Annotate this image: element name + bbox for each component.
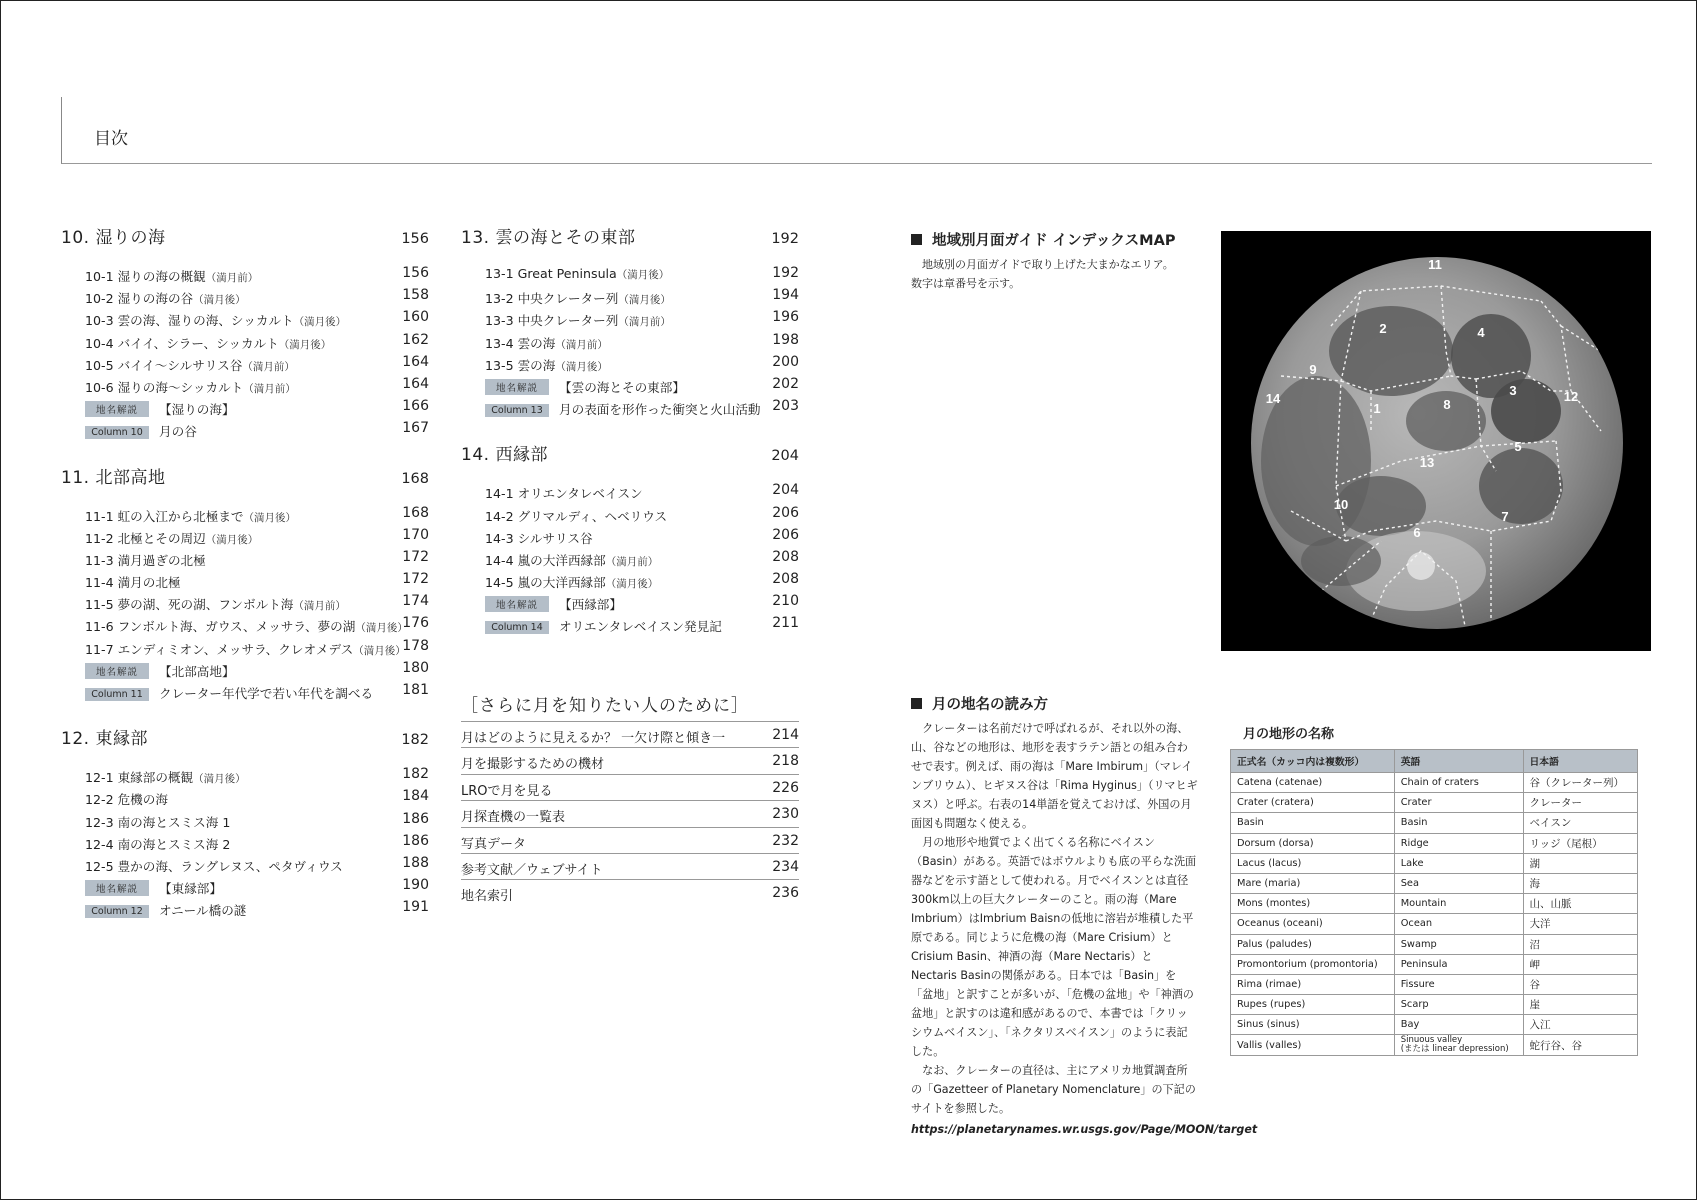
toc-entry-text: 13-1 Great Peninsula（満月後） — [485, 266, 670, 281]
toc-entry-text: 11-3 満月過ぎの北極 — [85, 552, 206, 568]
phase-note: （満月後） — [205, 533, 259, 546]
table-row — [1231, 914, 1638, 934]
phase-note: （満月後） — [618, 294, 671, 307]
table-cell: Swamp — [1394, 934, 1523, 954]
toc-page-number: 186 — [402, 810, 429, 827]
further-reading-page: 236 — [772, 885, 799, 902]
phase-note: （満月前） — [242, 360, 295, 373]
toc-page-number: 164 — [402, 375, 429, 392]
table-cell: 岬 — [1523, 954, 1637, 974]
toc-page-number: 198 — [772, 331, 799, 348]
chapter-page-number: 182 — [401, 732, 429, 749]
map-label: 9 — [1309, 362, 1317, 377]
phase-note: （満月後） — [243, 511, 297, 524]
toc-entry[interactable] — [61, 374, 429, 396]
square-bullet-icon — [911, 234, 922, 245]
table-row — [1231, 1015, 1638, 1035]
toc-entry[interactable] — [461, 547, 799, 569]
reading-heading — [911, 693, 1048, 714]
toc-entry[interactable] — [461, 263, 799, 285]
toc-entry-text: 12-3 南の海とスミス海 1 — [85, 814, 231, 830]
table-cell: Crater — [1394, 793, 1523, 813]
table-cell: Sea — [1394, 873, 1523, 893]
reference-url-link[interactable]: https://planetarynames.wr.usgs.gov/Page/MOON/target — [911, 1123, 1258, 1136]
toc-page-number: 184 — [402, 788, 429, 805]
further-reading-page: 214 — [772, 727, 799, 743]
chapter-title: 14. 西縁部 — [461, 445, 548, 466]
table-row — [1231, 974, 1638, 994]
further-reading-text: LROで月を見る — [461, 783, 553, 799]
map-label: 4 — [1477, 325, 1485, 340]
table-cell: 谷 — [1523, 974, 1637, 994]
toc-entry-text: 11-5 夢の湖、死の湖、フンボルト海（満月前） — [85, 597, 346, 613]
toc-page-number: 206 — [772, 504, 799, 521]
table-cell: Catena (catenae) — [1231, 773, 1395, 793]
further-reading-entry[interactable] — [461, 827, 799, 853]
square-bullet-icon — [911, 698, 922, 709]
toc-page-number: 208 — [772, 571, 799, 588]
toc-entry[interactable] — [61, 330, 429, 352]
toc-entry-text: 14-5 嵐の大洋西縁部（満月後） — [485, 575, 659, 591]
toc-entry[interactable] — [61, 764, 429, 786]
map-label: 14 — [1265, 391, 1281, 406]
toc-page-number: 206 — [772, 526, 799, 543]
reading-heading-text: 月の地名の読み方 — [932, 697, 1048, 713]
toc-page-number: 194 — [772, 287, 799, 304]
toc-entry-text: 11-7 エンディミオン、メッサラ、クレオメデス（満月後） — [85, 641, 406, 657]
map-desc-line: 地域別の月面ガイドで取り上げた大まかなエリア。 — [922, 258, 1174, 271]
toc-entry[interactable] — [461, 352, 799, 374]
toc-entry-text: 12-4 南の海とスミス海 2 — [85, 836, 231, 852]
toc-page-number: 158 — [402, 287, 429, 304]
toc-entry[interactable] — [61, 569, 429, 591]
toc-entry-text: 13-2 中央クレーター列（満月後） — [485, 291, 671, 307]
toc-entry[interactable] — [61, 897, 429, 919]
column-badge: Column 12 — [85, 905, 149, 918]
toc-entry-text: 地名解説 【湿りの海】 — [85, 399, 235, 418]
chapter-title: 11. 北部高地 — [61, 467, 166, 488]
further-reading-page: 232 — [772, 832, 799, 849]
map-label: 7 — [1501, 509, 1509, 524]
table-cell: Rima (rimae) — [1231, 974, 1395, 994]
chapter-page-number: 156 — [401, 231, 429, 247]
further-reading-text: 参考文献／ウェブサイト — [461, 862, 603, 878]
table-cell: Mountain — [1394, 894, 1523, 914]
table-cell: Sinus (sinus) — [1231, 1015, 1395, 1035]
toc-entry-text: 14-2 グリマルディ、ヘベリウス — [485, 508, 668, 524]
toc-page-number: 156 — [402, 265, 429, 281]
moon-index-map — [1221, 231, 1651, 651]
toc-entry[interactable] — [461, 591, 799, 613]
table-cell: Basin — [1231, 813, 1395, 833]
toc-entry-text: 13-4 雲の海（満月前） — [485, 335, 608, 351]
toc-entry-text: 地名解説 【雲の海とその東部】 — [485, 377, 685, 396]
toc-entry-text: 12-5 豊かの海、ラングレヌス、ペタヴィウス — [85, 858, 343, 874]
further-reading-text: 地名索引 — [461, 889, 514, 905]
page-title: 目次 — [94, 129, 128, 149]
toc-entry-text: 11-4 満月の北極 — [85, 575, 181, 591]
toc-page-number: 160 — [402, 309, 429, 326]
toc-page-number: 188 — [402, 854, 429, 871]
table-row — [1231, 954, 1638, 974]
table-cell: Chain of craters — [1394, 773, 1523, 793]
toc-page-number: 208 — [772, 548, 799, 565]
map-label: 2 — [1379, 321, 1387, 336]
chapter-heading[interactable] — [61, 459, 429, 503]
toc-page-number: 168 — [402, 504, 429, 521]
phase-note: （満月前） — [205, 272, 259, 284]
toc-entry-text: 11-6 フンボルト海、ガウス、メッサラ、夢の湖（満月後） — [85, 619, 408, 635]
moon-map-graphic — [1221, 231, 1651, 651]
further-reading-text: 月はどのように見えるか？ 一欠け際と傾き一 — [461, 731, 726, 746]
table-header-cell: 英語 — [1394, 750, 1523, 773]
table-cell: 入江 — [1523, 1015, 1637, 1035]
toc-entry[interactable] — [461, 374, 799, 396]
table-row — [1231, 853, 1638, 873]
table-cell: 海 — [1523, 873, 1637, 893]
toc-chapter — [461, 219, 799, 418]
toc-entry-text: 10-1 湿りの海の概観（満月前） — [85, 269, 259, 284]
chapter-heading[interactable] — [61, 219, 429, 263]
table-header-cell: 日本語 — [1523, 750, 1637, 773]
table-cell: Ocean — [1394, 914, 1523, 934]
toc-entry[interactable] — [61, 786, 429, 808]
table-cell: 崖 — [1523, 995, 1637, 1015]
table-row — [1231, 894, 1638, 914]
phase-note: （満月後） — [555, 360, 608, 373]
toc-entry-text: 14-4 嵐の大洋西縁部（満月前） — [485, 552, 659, 568]
chapter-page-number: 192 — [771, 231, 799, 247]
toc-entry[interactable] — [61, 525, 429, 547]
toc-chapter — [461, 436, 799, 635]
table-header-cell: 正式名（カッコ内は複数形） — [1231, 750, 1395, 773]
toc-entry-text: 10-3 雲の海、湿りの海、シッカルト（満月後） — [85, 313, 347, 329]
toc-entry[interactable] — [461, 307, 799, 329]
phase-note: （満月前） — [293, 600, 346, 613]
toc-page-number: 190 — [402, 877, 429, 894]
chapter-title: 10. 湿りの海 — [61, 228, 166, 248]
reading-paragraph: 月の地形や地質でよく出てくる名称にベイスン（Basin）がある。英語ではボウルよりも底の平らな洗面器などを示す語として使われる。月でベイスンとは直径300km以上の巨大クレーターのこと。雨の海（Mare Imbrium）はImbrium Baisnの低地に溶岩が堆積した平原である。同じように危機の海（Mare Crisium）とCrisium Basin、神酒の海（Mare Nectaris）とNectaris Basinの関係がある。日本では「Basin」を「盆地」と訳すことが多いが、「危機の盆地」や「神酒の盆地」と訳すのは違和感があるので、本書では「クリッシウムベイスン」、「ネクタリスベイスン」のように表記した。 — [911, 836, 1197, 1058]
toc-entry[interactable] — [61, 680, 429, 702]
toc-page-number: 210 — [772, 593, 799, 610]
chapter-title: 12. 東縁部 — [61, 729, 148, 750]
toc-entry-text: 11-1 虹の入江から北極まで（満月後） — [85, 508, 297, 524]
table-cell: Lake — [1394, 853, 1523, 873]
toc-page-number: 203 — [772, 398, 799, 415]
toc-entry[interactable] — [61, 307, 429, 329]
toc-entry-text: 13-3 中央クレーター列（満月前） — [485, 313, 671, 329]
table-cell: Vallis (valles) — [1231, 1035, 1395, 1055]
toc-entry-text: Column 10 月の谷 — [85, 421, 197, 440]
table-cell: 蛇行谷、谷 — [1523, 1035, 1637, 1055]
table-cell-multiline: Sinuous valley (または linear depression) — [1400, 1035, 1509, 1055]
toc-entry-text: 地名解説 【北部高地】 — [85, 661, 235, 680]
toc-entry-text: 14-1 オリエンタレベイスン — [485, 486, 643, 502]
further-reading-title: ［さらに月を知りたい人のために］ — [461, 696, 749, 716]
further-reading-page: 226 — [772, 779, 799, 796]
toc-entry[interactable] — [461, 525, 799, 547]
toc-entry[interactable] — [61, 396, 429, 418]
toc-entry[interactable] — [461, 285, 799, 307]
table-cell — [1394, 1035, 1523, 1055]
toc-entry-text: 12-1 東縁部の概観（満月後） — [85, 770, 246, 786]
table-row — [1231, 773, 1638, 793]
toc-entry[interactable] — [61, 503, 429, 525]
reading-paragraph: なお、クレーターの直径は、主にアメリカ地質調査所の「Gazetteer of Planetary Nomenclature」の下記のサイトを参照した。 — [911, 1064, 1196, 1115]
toc-page-number: 192 — [772, 265, 799, 281]
table-cell: Mare (maria) — [1231, 873, 1395, 893]
table-row — [1231, 833, 1638, 853]
toc-entry[interactable] — [61, 418, 429, 440]
toc-page-number: 180 — [402, 659, 429, 676]
toc-entry[interactable] — [61, 547, 429, 569]
table-cell: Oceanus (oceani) — [1231, 914, 1395, 934]
toc-page-number: 202 — [772, 375, 799, 392]
map-label: 3 — [1509, 383, 1517, 398]
toc-entry[interactable] — [61, 285, 429, 307]
map-label: 1 — [1373, 401, 1381, 416]
table-cell: Mons (montes) — [1231, 894, 1395, 914]
place-name-badge: 地名解説 — [485, 379, 549, 395]
toc-entry[interactable] — [61, 636, 429, 658]
table-cell: Rupes (rupes) — [1231, 995, 1395, 1015]
table-cell: Bay — [1394, 1015, 1523, 1035]
chapter-heading[interactable] — [461, 436, 799, 480]
toc-entry-text: 10-5 バイイ〜シルサリス谷（満月前） — [85, 357, 295, 373]
reading-paragraph: クレーターは名前だけで呼ばれるが、それ以外の海、山、谷などの地形は、地形を表すラテン語との組み合わせで表す。例えば、雨の海は「Mare Imbirum」（マレインブリウム）、ヒギヌス谷は「Rima Hyginus」（リマヒギヌス）と呼ぶ。右表の14単語を覚えておけば、外国の月面図も問題なく使える。 — [911, 722, 1198, 830]
table-cell: Lacus (lacus) — [1231, 853, 1395, 873]
further-reading-entry[interactable] — [461, 747, 799, 773]
toc-entry[interactable] — [461, 569, 799, 591]
toc-entry[interactable] — [61, 352, 429, 374]
toc-entry[interactable] — [61, 875, 429, 897]
toc-page-number: 200 — [772, 353, 799, 370]
toc-entry-text: 10-6 湿りの海〜シッカルト（満月前） — [85, 379, 296, 395]
toc-page-number: 191 — [402, 899, 429, 916]
phase-note: （満月後） — [193, 294, 246, 307]
place-name-badge: 地名解説 — [85, 663, 149, 679]
column-badge: Column 11 — [85, 688, 149, 701]
toc-entry[interactable] — [461, 396, 799, 418]
toc-page-number: 182 — [402, 766, 429, 783]
terrain-names-table — [1230, 749, 1638, 1056]
toc-entry-text: 地名解説 【西縁部】 — [485, 594, 622, 613]
page-header — [61, 97, 1652, 164]
further-reading-entry[interactable] — [461, 721, 799, 747]
toc-page-number: 196 — [772, 309, 799, 326]
toc-page-number: 164 — [402, 353, 429, 370]
toc-page-number: 170 — [402, 526, 429, 543]
further-reading-entry[interactable] — [461, 853, 799, 879]
table-cell: 湖 — [1523, 853, 1637, 873]
toc-column-left — [61, 219, 429, 938]
chapter-page-number: 168 — [401, 470, 429, 487]
map-label: 6 — [1413, 525, 1421, 540]
toc-entry[interactable] — [461, 613, 799, 635]
table-row — [1231, 873, 1638, 893]
table-cell: 沼 — [1523, 934, 1637, 954]
map-label: 8 — [1443, 397, 1451, 412]
table-cell: リッジ（尾根） — [1523, 833, 1637, 853]
toc-page-number: 186 — [402, 832, 429, 849]
toc-entry[interactable] — [61, 809, 429, 831]
toc-entry[interactable] — [61, 613, 429, 635]
table-cell: Dorsum (dorsa) — [1231, 833, 1395, 853]
toc-entry[interactable] — [61, 658, 429, 680]
table-cell: Crater (cratera) — [1231, 793, 1395, 813]
table-cell: クレーター — [1523, 793, 1637, 813]
further-reading-text: 月探査機の一覧表 — [461, 810, 566, 826]
reading-body — [911, 719, 1258, 1139]
place-name-badge: 地名解説 — [485, 596, 549, 612]
table-row — [1231, 813, 1638, 833]
further-reading-page: 218 — [772, 753, 799, 770]
toc-entry[interactable] — [461, 330, 799, 352]
phase-note: （満月後） — [293, 316, 347, 329]
toc-page-number: 181 — [402, 682, 429, 698]
toc-entry[interactable] — [461, 503, 799, 525]
table-cell: ベイスン — [1523, 813, 1637, 833]
further-reading-text: 月を撮影するための機材 — [461, 757, 605, 773]
map-label: 11 — [1428, 257, 1442, 272]
toc-entry[interactable] — [461, 480, 799, 502]
further-reading-text: 写真データ — [461, 836, 527, 852]
phase-note: （満月後） — [193, 773, 246, 786]
map-heading — [911, 229, 1175, 250]
table-cell: Scarp — [1394, 995, 1523, 1015]
map-label: 13 — [1419, 455, 1435, 470]
table-row — [1231, 1035, 1638, 1055]
map-label: 10 — [1333, 497, 1349, 512]
toc-column-middle — [461, 219, 799, 654]
table-cell: Promontorium (promontoria) — [1231, 954, 1395, 974]
table-cell: Palus (paludes) — [1231, 934, 1395, 954]
further-reading-entry[interactable] — [461, 879, 799, 905]
table-header-row — [1231, 750, 1638, 773]
toc-entry[interactable] — [61, 591, 429, 613]
table-cell: Ridge — [1394, 833, 1523, 853]
phase-note: （満月後） — [353, 644, 406, 657]
table-row — [1231, 934, 1638, 954]
table-cell: Peninsula — [1394, 954, 1523, 974]
table-cell: Fissure — [1394, 974, 1523, 994]
toc-page-number: 211 — [772, 615, 799, 632]
table-cell: 大洋 — [1523, 914, 1637, 934]
further-reading-page: 230 — [772, 806, 799, 823]
chapter-page-number: 204 — [771, 448, 799, 465]
phase-note: （満月前） — [605, 555, 659, 568]
column-badge: Column 13 — [485, 404, 549, 417]
further-reading-entry[interactable] — [461, 800, 799, 826]
toc-entry-text: Column 11 クレーター年代学で若い年代を調べる — [85, 683, 373, 702]
chapter-heading[interactable] — [61, 720, 429, 764]
names-table-title: 月の地形の名称 — [1243, 727, 1335, 742]
table-cell: 山、山脈 — [1523, 894, 1637, 914]
map-label: 5 — [1514, 439, 1522, 454]
toc-page-number: 178 — [402, 637, 429, 654]
table-cell: Basin — [1394, 813, 1523, 833]
toc-entry-text: 地名解説 【東縁部】 — [85, 878, 222, 897]
phase-note: （満月前） — [618, 316, 671, 329]
toc-entry-text: Column 14 オリエンタレベイスン発見記 — [485, 616, 722, 635]
toc-page-number: 174 — [402, 593, 429, 610]
toc-entry-text: 10-2 湿りの海の谷（満月後） — [85, 291, 246, 307]
further-reading-section — [461, 691, 799, 906]
toc-page-number: 176 — [402, 615, 429, 632]
chapter-title: 13. 雲の海とその東部 — [461, 228, 636, 248]
phase-note: （満月前） — [243, 382, 296, 395]
toc-page-number: 166 — [402, 398, 429, 415]
phase-note: （満月後） — [605, 578, 659, 591]
toc-chapter — [61, 219, 429, 441]
map-heading-text: 地域別月面ガイド インデックスMAP — [932, 233, 1176, 249]
map-description — [911, 255, 1181, 293]
map-label: 12 — [1563, 389, 1579, 404]
phase-note: （満月前） — [555, 338, 608, 351]
toc-page-number: 172 — [402, 571, 429, 588]
toc-page-number: 162 — [402, 331, 429, 348]
toc-entry-text: 12-2 危機の海 — [85, 792, 168, 808]
place-name-badge: 地名解説 — [85, 401, 149, 417]
further-reading-list — [461, 721, 799, 906]
phase-note: （満月後） — [278, 338, 332, 351]
toc-entry[interactable] — [61, 263, 429, 285]
place-name-badge: 地名解説 — [85, 880, 149, 896]
toc-entry-text: 14-3 シルサリス谷 — [485, 530, 593, 546]
toc-entry-text: 11-2 北極とその周辺（満月後） — [85, 530, 259, 546]
toc-entry[interactable] — [61, 853, 429, 875]
toc-entry-text: Column 13 月の表面を形作った衝突と火山活動 — [485, 399, 761, 418]
toc-page-number: 167 — [402, 420, 429, 437]
column-badge: Column 14 — [485, 621, 549, 634]
map-desc-line: 数字は章番号を示す。 — [911, 277, 1021, 290]
toc-chapter — [61, 720, 429, 919]
toc-entry[interactable] — [61, 831, 429, 853]
table-row — [1231, 793, 1638, 813]
further-reading-page: 234 — [772, 858, 799, 875]
toc-page-number: 204 — [772, 482, 799, 499]
table-cell: 谷（クレーター列） — [1523, 773, 1637, 793]
further-reading-entry[interactable] — [461, 774, 799, 800]
toc-entry-text: 10-4 バイイ、シラー、シッカルト（満月後） — [85, 335, 332, 351]
toc-page-number: 172 — [402, 548, 429, 565]
phase-note: （満月後） — [616, 269, 670, 281]
toc-entry-text: 13-5 雲の海（満月後） — [485, 357, 608, 373]
table-row — [1231, 995, 1638, 1015]
toc-entry-text: Column 12 オニール橋の謎 — [85, 900, 246, 919]
column-badge: Column 10 — [85, 426, 149, 439]
toc-chapter — [61, 459, 429, 703]
phase-note: （満月後） — [355, 622, 408, 635]
chapter-heading[interactable] — [461, 219, 799, 263]
